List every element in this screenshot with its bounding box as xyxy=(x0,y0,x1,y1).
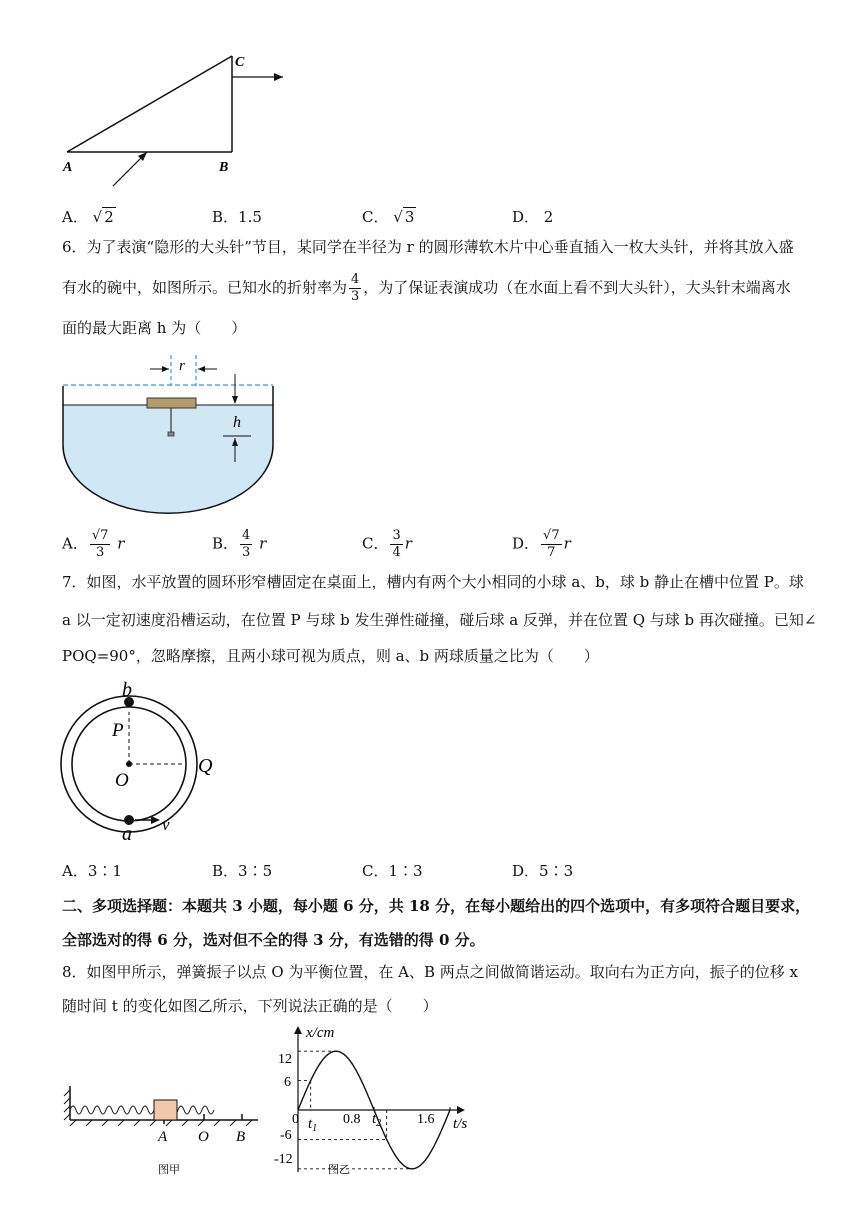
section2-heading-line2: 全部选对的得 6 分，选对但不全的得 3 分，有选错的得 0 分。 xyxy=(62,931,485,949)
ytick-12: 12 xyxy=(278,1052,292,1067)
q7-option-d[interactable]: D．5∶3 xyxy=(512,862,574,880)
marker-t2: $t_2$ xyxy=(372,1111,382,1129)
q5-label-a: A xyxy=(63,160,73,175)
q6-bowl-figure xyxy=(55,350,285,515)
xtick-08: 0.8 xyxy=(343,1112,361,1127)
sqrt-symbol: √ 2 xyxy=(92,208,114,226)
q7-stem-line1: 7．如图，水平放置的圆环形窄槽固定在桌面上，槽内有两个大小相同的小球 a、b，球 b 静止在槽中位置 P。球 xyxy=(62,573,804,591)
q5-option-a[interactable]: A． √ 2 xyxy=(62,208,114,226)
ytick-neg6: -6 xyxy=(280,1128,292,1143)
x-axis-label: t/s xyxy=(453,1116,468,1132)
y-axis-label: x/cm xyxy=(306,1025,335,1041)
q5-label-b: B xyxy=(219,160,229,175)
q5-option-d[interactable]: D． 2 xyxy=(512,208,554,226)
section2-heading-line1: 二、多项选择题：本题共 3 小题，每小题 6 分，共 18 分，在每小题给出的四个选项中，有多项符合题目要求， xyxy=(62,897,811,915)
q8-jia-label-b: B xyxy=(236,1129,246,1145)
q7-option-a[interactable]: A．3∶1 xyxy=(62,862,122,880)
q8-jia-caption: 图甲 xyxy=(158,1164,180,1176)
q7-fig-v: v xyxy=(162,815,170,834)
refraction-index-fraction: $\frac{4}{3}$ xyxy=(351,272,360,304)
q7-fig-o: O xyxy=(115,770,129,791)
q7-option-b[interactable]: B．3∶5 xyxy=(212,862,273,880)
xtick-16: 1.6 xyxy=(417,1112,435,1127)
q7-fig-p: P xyxy=(112,720,124,741)
q6-stem-line2: 有水的碗中，如图所示。已知水的折射率为 $\frac{4}{3}$ ，为了保证表演成功（在水面上看不到大头针），大头针末端离水 xyxy=(62,272,791,304)
q8-xt-chart xyxy=(268,1022,488,1182)
y-axis-arrow-icon xyxy=(294,1026,302,1034)
q6-option-a[interactable]: A． $\frac{√7}{3}$ r xyxy=(62,528,125,560)
q8-spring-figure xyxy=(62,1078,267,1178)
q7-option-c[interactable]: C．1∶3 xyxy=(362,862,423,880)
q8-yi-caption: 图乙 xyxy=(328,1164,350,1176)
sqrt-symbol: √ 3 xyxy=(393,208,415,226)
q7-ring-figure xyxy=(55,680,255,845)
marker-t1: $t_1$ xyxy=(308,1116,318,1134)
x-axis-arrow-icon xyxy=(457,1106,465,1114)
ytick-6: 6 xyxy=(284,1075,291,1090)
q6-option-b[interactable]: B． $\frac{4}{3}$ r xyxy=(212,528,267,560)
q6-stem-line1: 6．为了表演“隐形的大头针”节目，某同学在半径为 r 的圆形薄软木片中心垂直插入一枚大头针，并将其放入盛 xyxy=(62,238,794,256)
q7-fig-a: a xyxy=(122,823,132,845)
q5-triangle-figure xyxy=(55,48,295,193)
q5-label-c: C xyxy=(235,55,245,70)
q7-fig-b: b xyxy=(122,680,132,701)
q8-stem-line1: 8．如图甲所示，弹簧振子以点 O 为平衡位置，在 A、B 两点之间做简谐运动。取向右为正方向，振子的位移 x xyxy=(62,963,799,981)
q7-stem-line2: a 以一定初速度沿槽运动，在位置 P 与球 b 发生弹性碰撞，碰后球 a 反弹，并在位置 Q 与球 b 再次碰撞。已知∠ xyxy=(62,611,817,629)
q5-option-b[interactable]: B．1.5 xyxy=(212,208,262,226)
q8-jia-label-o: O xyxy=(198,1129,209,1145)
q5-option-c[interactable]: C． √ 3 xyxy=(362,208,415,226)
q6-fig-r: r xyxy=(179,358,185,374)
q6-stem-line3: 面的最大距离 h 为（ ） xyxy=(62,319,247,337)
q6-fig-h: h xyxy=(233,414,241,431)
q6-option-c[interactable]: C． $\frac{3}{4}$ r xyxy=(362,528,412,560)
q7-stem-line3: POQ=90°，忽略摩擦，且两小球可视为质点，则 a、b 两球质量之比为（ ） xyxy=(62,647,599,665)
ytick-neg12: -12 xyxy=(274,1152,293,1167)
q6-option-d[interactable]: D． $\frac{√7}{7}$ r xyxy=(512,528,571,560)
xtick-0: 0 xyxy=(292,1112,299,1127)
q7-fig-q: Q xyxy=(198,755,213,777)
q8-stem-line2: 随时间 t 的变化如图乙所示，下列说法正确的是（ ） xyxy=(62,997,438,1015)
q8-jia-label-a: A xyxy=(158,1129,168,1145)
